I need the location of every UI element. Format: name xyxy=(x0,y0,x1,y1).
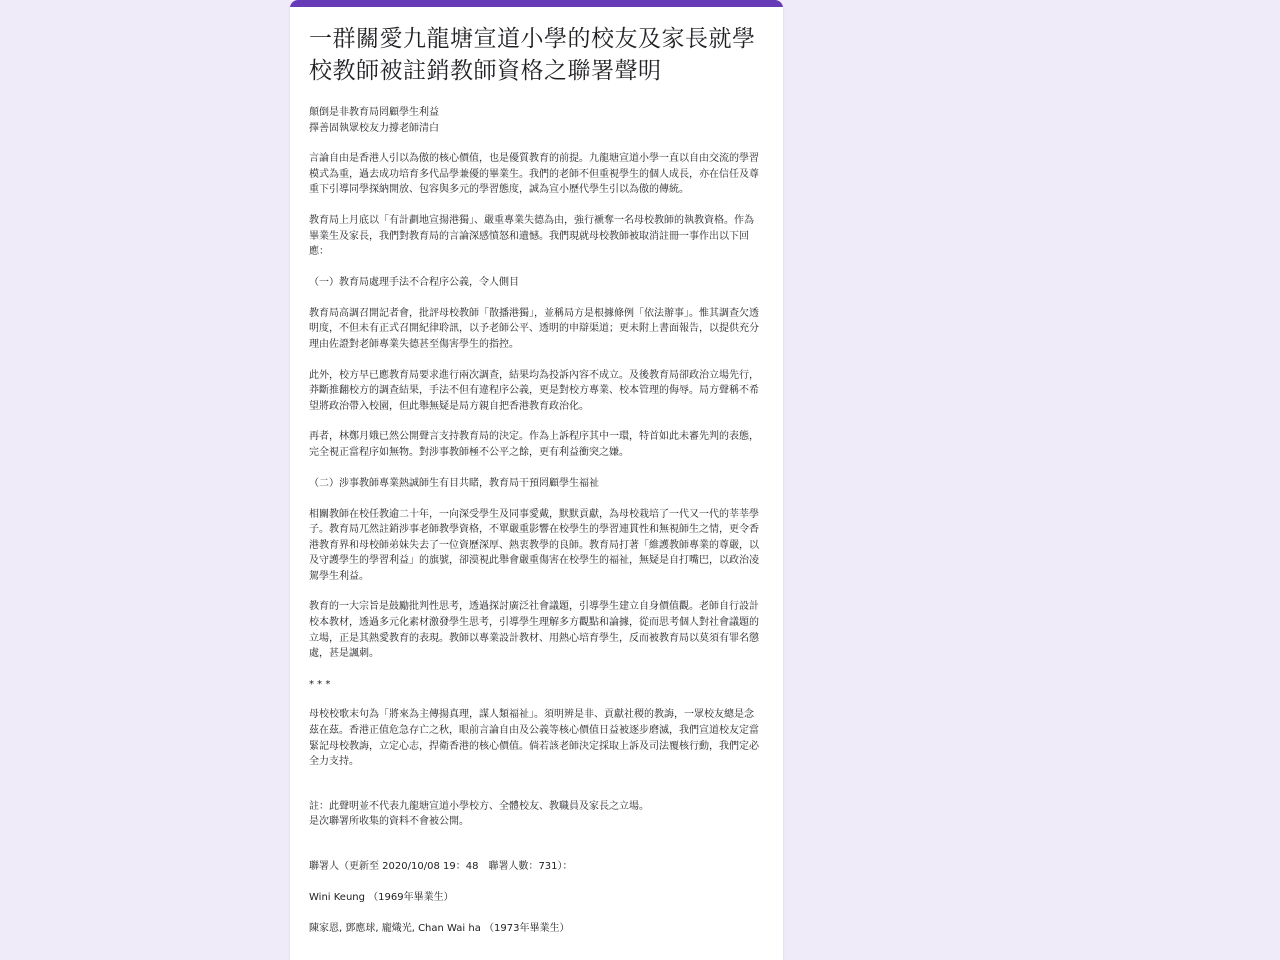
signatories-1973: 陳家恩, 鄧應球, 龐熾光, Chan Wai ha （1973年畢業生） xyxy=(309,923,570,934)
form-header-card xyxy=(290,0,783,960)
statement-paragraph-2: 教育局上月底以「有計劃地宣揚港獨」、嚴重專業失德為由，強行褫奪一名母校教師的執教資格。作為畢業生及家長，我們對教育局的言論深感憤怒和遺憾。我們現就母校教師被取消註冊一事作出以下回應： xyxy=(309,214,754,258)
section-separator: * * * xyxy=(309,678,331,690)
form-title: 一群關愛九龍塘宣道小學的校友及家長就學校教師被註銷教師資格之聯署聲明 xyxy=(309,26,756,84)
statement-paragraph-5: 再者，林鄭月娥已然公開聲言支持教育局的決定。作為上訴程序其中一環，特首如此未審先判的表態，完全視正當程序如無物。對涉事教師極不公平之餘，更有利益衝突之嫌。 xyxy=(309,431,759,458)
statement-paragraph-3: 教育局高調召開記者會，批評母校教師「散播港獨」，並稱局方是根據條例「依法辦事」。惟其調查欠透明度，不但未有正式召開紀律聆訊，以予老師公平、透明的申辯渠道；更未附上書面報告，以提供充分理由佐證對老師專業失德甚至傷害學生的指控。 xyxy=(309,307,759,350)
section-heading-1: （一）教育局處理手法不合程序公義，令人側目 xyxy=(309,276,519,288)
intro-paragraph: 言論自由是香港人引以為傲的核心價值，也是優質教育的前提。九龍塘宣道小學一直以自由交流的學習模式為重，過去成功培育多代品學兼優的畢業生。我們的老師不但重視學生的個人成長，亦在信任及尊重下引導同學探納開放、包容與多元的學習態度，誠為宣小歷代學生引以為傲的傳統。 xyxy=(309,153,759,196)
form-accent-bar xyxy=(290,0,783,7)
subtitle-lines: 顛倒是非教育局罔顧學生利益 擇善固執眾校友力撐老師清白 xyxy=(309,107,439,134)
statement-paragraph-7: 教育的一大宗旨是鼓勵批判性思考，透過探討廣泛社會議題，引導學生建立自身價值觀。老師自行設計校本教材，透過多元化素材激發學生思考，引導學生理解多方觀點和論據，從而思考個人對社會議題的立場，正是其熱愛教育的表現。教師以專業設計教材、用熱心培育學生，反而被教育局以莫須有罪名懲處，甚是諷刺。 xyxy=(309,601,759,660)
statement-paragraph-8: 母校校歌末句為「將來為主傳揚真理，謀人類福祉」。須明辨是非、貢獻社稷的教誨，一眾校友總是念茲在茲。香港正值危急存亡之秋，眼前言論自由及公義等核心價值日益被逐步磨滅，我們宣道校友定當緊記母校教誨，立定心志，捍衛香港的核心價值。倘若該老師決定採取上訴及司法覆核行動，我們定必全力支持。 xyxy=(309,709,759,768)
form-description xyxy=(290,7,783,936)
disclaimer-note: 註：此聲明並不代表九龍塘宣道小學校方、全體校友、教職員及家長之立場。 是次聯署所收集的資料不會被公開。 xyxy=(309,800,649,828)
section-heading-2: （二）涉事教師專業熱誠師生有目共睹，教育局干預罔顧學生福祉 xyxy=(309,477,599,489)
statement-paragraph-4: 此外，校方早已應教育局要求進行兩次調查，結果均為投訴內容不成立。及後教育局卻政治立場先行，莽斷推翻校方的調查結果，手法不但有違程序公義，更是對校方專業、校本管理的侮辱。局方聲稱不希望將政治帶入校園，但此舉無疑是局方親自把香港教育政治化。 xyxy=(309,369,759,412)
statement-paragraph-6: 相關教師在校任教逾二十年，一向深受學生及同事愛戴，默默貢獻，為母校栽培了一代又一代的莘莘學子。教育局兀然註銷涉事老師教學資格，不單嚴重影響在校學生的學習連貫性和無視師生之情，更令香港教育界和母校師弟妹失去了一位資歷深厚、熱衷教學的良師。教育局打著「維護教師專業的尊嚴，以及守護學生的學習利益」的旗號，卻漠視此舉會嚴重傷害在校學生的福祉，無疑是自打嘴巴，以政治凌駕學生利益。 xyxy=(309,508,759,582)
signatories-label: 聯署人（更新至 2020/10/08 19：48 聯署人數：731）： xyxy=(309,861,573,872)
signatories-1969: Wini Keung （1969年畢業生） xyxy=(309,892,454,903)
